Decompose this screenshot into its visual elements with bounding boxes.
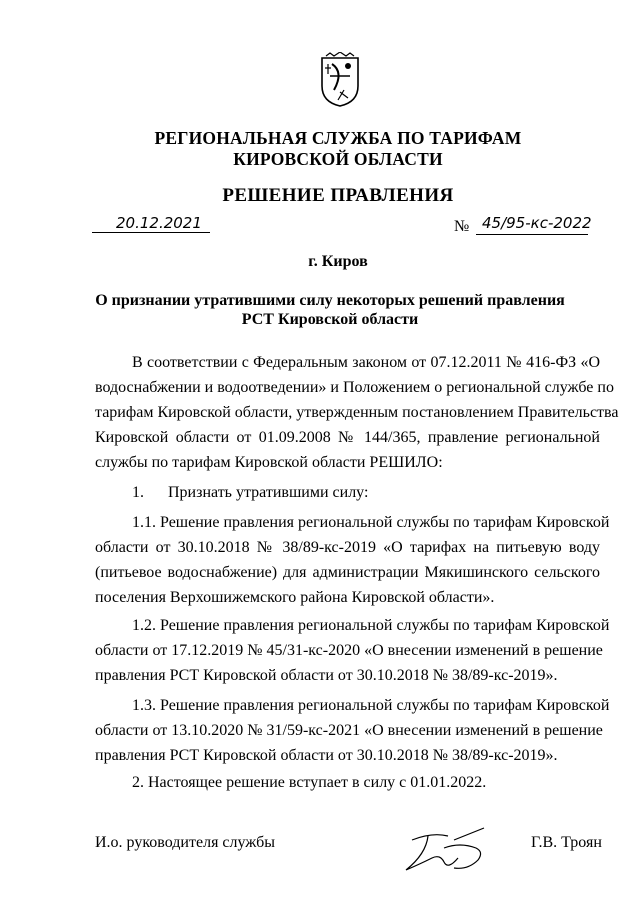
body-line: В соответствии с Федеральным законом от 07.12.2011 № 416-ФЗ «О	[132, 354, 600, 371]
org-name-line2: КИРОВСКОЙ ОБЛАСТИ	[233, 149, 443, 169]
body-line: 1.2. Решение правления региональной службы по тарифам Кировской	[132, 617, 610, 634]
body-line: 2. Настоящее решение вступает в силу с 01.01.2022.	[132, 774, 487, 791]
body-line: 1.3. Решение правления региональной службы по тарифам Кировской	[132, 697, 610, 714]
body-line: водоснабжении и водоотведении» и Положением о региональной службе по	[95, 379, 614, 396]
decision-date: 20.12.2021	[116, 214, 202, 232]
body-line: правления РСТ Кировской области от 30.10.2018 № 38/89-кс-2019».	[95, 747, 558, 764]
body-line: области от 13.10.2020 № 31/59-кс-2021 «О внесении изменений в решение	[95, 722, 603, 739]
body-line: 1. Признать утратившими силу:	[132, 484, 369, 501]
signatory-role: И.о. руководителя службы	[95, 834, 276, 851]
number-label: №	[454, 218, 470, 235]
body-line: области от 30.10.2018 № 38/89-кс-2019 «О тарифах на питьевую воду	[95, 539, 600, 556]
number-underline	[476, 234, 588, 235]
body-line: Кировской области от 01.09.2008 № 144/365, правление региональной	[95, 429, 600, 446]
decision-number: 45/95-кс-2022	[482, 214, 592, 232]
body-line: поселения Верхошижемского района Кировской области».	[95, 589, 495, 606]
body-line: правления РСТ Кировской области от 30.10.2018 № 38/89-кс-2019».	[95, 667, 558, 684]
city: г. Киров	[308, 253, 368, 270]
subject-line: РСТ Кировской области	[241, 311, 419, 328]
doc-type-title: РЕШЕНИЕ ПРАВЛЕНИЯ	[222, 185, 454, 206]
body-line: службы по тарифам Кировской области РЕШИЛО:	[95, 454, 443, 471]
org-name-line1: РЕГИОНАЛЬНАЯ СЛУЖБА ПО ТАРИФАМ	[154, 128, 522, 148]
subject-line: О признании утратившими силу некоторых решений правления	[95, 292, 565, 309]
date-underline	[92, 232, 210, 233]
coat-of-arms-icon	[318, 52, 362, 108]
signatory-name: Г.В. Троян	[531, 834, 602, 851]
body-line: (питьевое водоснабжение) для администрации Мякишинского сельского	[95, 564, 600, 581]
body-line: области от 17.12.2019 № 45/31-кс-2020 «О внесении изменений в решение	[95, 642, 603, 659]
handwritten-signature	[398, 818, 498, 878]
body-line: 1.1. Решение правления региональной службы по тарифам Кировской	[132, 514, 610, 531]
body-line: тарифам Кировской области, утвержденным постановлением Правительства	[95, 404, 619, 421]
